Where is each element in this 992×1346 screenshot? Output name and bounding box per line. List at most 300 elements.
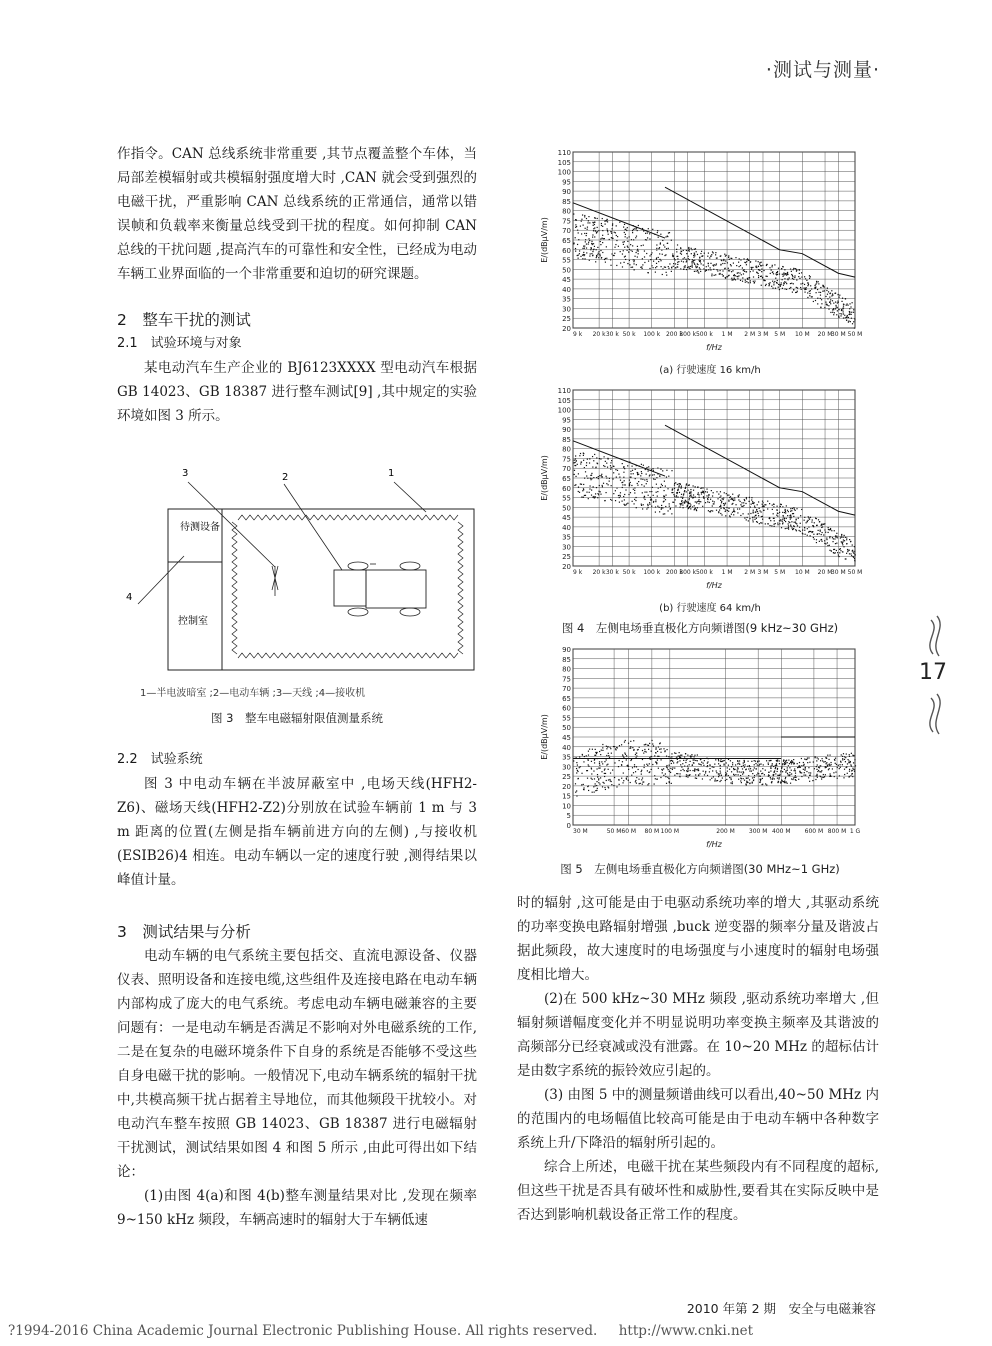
trace-point bbox=[678, 755, 679, 756]
trace-point bbox=[584, 216, 585, 217]
trace-point bbox=[683, 507, 684, 508]
trace-point bbox=[613, 746, 614, 747]
trace-point bbox=[803, 762, 804, 763]
trace-point bbox=[842, 756, 843, 757]
trace-point bbox=[731, 278, 732, 279]
trace-point bbox=[645, 239, 646, 240]
trace-point bbox=[716, 491, 717, 492]
trace-point bbox=[658, 756, 659, 757]
trace-point bbox=[598, 779, 599, 780]
trace-point bbox=[691, 754, 692, 755]
trace-point bbox=[682, 258, 683, 259]
y-tick-label: 110 bbox=[557, 387, 571, 395]
trace-point bbox=[763, 280, 764, 281]
trace-point bbox=[753, 276, 754, 277]
trace-point bbox=[666, 272, 667, 273]
trace-point bbox=[758, 515, 759, 516]
trace-point bbox=[642, 492, 643, 493]
y-tick-label: 50 bbox=[562, 504, 571, 513]
trace-point bbox=[671, 753, 672, 754]
trace-point bbox=[815, 779, 816, 780]
trace-point bbox=[596, 249, 597, 250]
callout-1: 1 bbox=[388, 468, 395, 479]
trace-point bbox=[680, 770, 681, 771]
trace-point bbox=[607, 231, 608, 232]
y-axis-label: E/(dBμV/m) bbox=[540, 217, 549, 263]
trace-point bbox=[722, 777, 723, 778]
trace-point bbox=[674, 767, 675, 768]
trace-point bbox=[703, 268, 704, 269]
trace-point bbox=[594, 755, 595, 756]
trace-point bbox=[655, 267, 656, 268]
trace-point bbox=[843, 307, 844, 308]
trace-point bbox=[611, 500, 612, 501]
trace-point bbox=[785, 778, 786, 779]
trace-point bbox=[605, 492, 606, 493]
trace-point bbox=[722, 263, 723, 264]
trace-point bbox=[854, 560, 855, 561]
figure3-legend: 1—半电波暗室 ;2—电动车辆 ;3—天线 ;4—接收机 bbox=[140, 688, 366, 699]
trace-point bbox=[681, 487, 682, 488]
trace-point bbox=[699, 497, 700, 498]
trace-point bbox=[674, 752, 675, 753]
trace-point bbox=[672, 760, 673, 761]
trace-point bbox=[761, 773, 762, 774]
trace-point bbox=[716, 770, 717, 771]
x-tick-label: 50 M bbox=[847, 331, 863, 338]
trace-point bbox=[817, 771, 818, 772]
trace-point bbox=[697, 486, 698, 487]
trace-point bbox=[738, 262, 739, 263]
trace-point bbox=[812, 532, 813, 533]
trace-point bbox=[730, 778, 731, 779]
trace-point bbox=[804, 530, 805, 531]
trace-point bbox=[689, 493, 690, 494]
trace-point bbox=[752, 777, 753, 778]
trace-point bbox=[575, 792, 576, 793]
trace-point bbox=[653, 470, 654, 471]
trace-point bbox=[588, 790, 589, 791]
trace-point bbox=[588, 764, 589, 765]
y-tick-label: 55 bbox=[562, 256, 571, 265]
trace-point bbox=[575, 227, 576, 228]
trace-point bbox=[777, 768, 778, 769]
trace-point bbox=[587, 222, 588, 223]
left-column bbox=[117, 142, 477, 428]
trace-point bbox=[581, 462, 582, 463]
right-paragraph-continued: 时的辐射 ,这可能是由于电驱动系统功率的增大 ,其驱动系统的功率变换电路辐射增强 ,buck 逆变器的频率分量及谐波占据此频段，故大速度时的电场强度与小速度时的辐射电场强度相比增大。 bbox=[517, 895, 879, 983]
trace-point bbox=[649, 491, 650, 492]
trace-point bbox=[833, 538, 834, 539]
y-tick-label: 50 bbox=[562, 724, 571, 733]
trace-point bbox=[754, 760, 755, 761]
y-tick-label: 20 bbox=[562, 782, 571, 791]
trace-point bbox=[825, 761, 826, 762]
trace-point bbox=[731, 498, 732, 499]
trace-point bbox=[652, 267, 653, 268]
trace-point bbox=[663, 768, 664, 769]
trace-point bbox=[598, 253, 599, 254]
trace-point bbox=[774, 526, 775, 527]
trace-point bbox=[660, 759, 661, 760]
trace-point bbox=[733, 774, 734, 775]
trace-point bbox=[656, 763, 657, 764]
trace-point bbox=[830, 775, 831, 776]
trace-point bbox=[847, 305, 848, 306]
trace-point bbox=[659, 475, 660, 476]
trace-point bbox=[586, 465, 587, 466]
trace-point bbox=[721, 501, 722, 502]
trace-point bbox=[773, 282, 774, 283]
trace-point bbox=[771, 765, 772, 766]
trace-point bbox=[847, 759, 848, 760]
trace-point bbox=[829, 768, 830, 769]
trace-point bbox=[792, 508, 793, 509]
trace-point bbox=[776, 509, 777, 510]
trace-point bbox=[776, 760, 777, 761]
trace-point bbox=[703, 264, 704, 265]
trace-point bbox=[723, 503, 724, 504]
trace-point bbox=[777, 516, 778, 517]
y-tick-label: 110 bbox=[557, 149, 571, 157]
trace-point bbox=[831, 764, 832, 765]
trace-point bbox=[647, 770, 648, 771]
trace-point bbox=[602, 238, 603, 239]
trace-point bbox=[645, 744, 646, 745]
trace-point bbox=[755, 260, 756, 261]
trace-point bbox=[733, 514, 734, 515]
trace-point bbox=[832, 293, 833, 294]
trace-point bbox=[656, 492, 657, 493]
trace-point bbox=[653, 745, 654, 746]
trace-point bbox=[660, 234, 661, 235]
trace-point bbox=[675, 482, 676, 483]
trace-point bbox=[804, 527, 805, 528]
trace-point bbox=[695, 774, 696, 775]
trace-point bbox=[624, 247, 625, 248]
trace-point bbox=[776, 765, 777, 766]
trace-point bbox=[646, 483, 647, 484]
trace-point bbox=[693, 762, 694, 763]
trace-point bbox=[697, 494, 698, 495]
trace-point bbox=[584, 467, 585, 468]
x-tick-label: 30 k bbox=[605, 331, 619, 338]
trace-point bbox=[734, 279, 735, 280]
trace-point bbox=[595, 752, 596, 753]
trace-point bbox=[600, 244, 601, 245]
trace-point bbox=[808, 757, 809, 758]
trace-point bbox=[585, 495, 586, 496]
trace-point bbox=[820, 294, 821, 295]
trace-point bbox=[608, 755, 609, 756]
trace-point bbox=[610, 265, 611, 266]
trace-point bbox=[788, 511, 789, 512]
trace-point bbox=[634, 260, 635, 261]
figure4a-subcaption: (a) 行驶速度 16 km/h bbox=[659, 365, 761, 376]
trace-point bbox=[647, 505, 648, 506]
trace-point bbox=[784, 278, 785, 279]
x-axis-label: f/Hz bbox=[706, 840, 722, 849]
trace-point bbox=[848, 320, 849, 321]
trace-point bbox=[641, 471, 642, 472]
trace-point bbox=[604, 221, 605, 222]
trace-point bbox=[680, 503, 681, 504]
trace-point bbox=[685, 488, 686, 489]
trace-point bbox=[656, 477, 657, 478]
trace-point bbox=[765, 280, 766, 281]
trace-point bbox=[679, 755, 680, 756]
y-tick-label: 20 bbox=[562, 325, 571, 333]
trace-point bbox=[688, 768, 689, 769]
trace-point bbox=[724, 492, 725, 493]
trace-point bbox=[633, 772, 634, 773]
trace-point bbox=[713, 265, 714, 266]
trace-point bbox=[598, 478, 599, 479]
trace-point bbox=[779, 763, 780, 764]
trace-point bbox=[651, 252, 652, 253]
left-column-lower bbox=[117, 748, 477, 1232]
trace-point bbox=[849, 762, 850, 763]
trace-point bbox=[700, 269, 701, 270]
trace-point bbox=[622, 266, 623, 267]
trace-point bbox=[580, 453, 581, 454]
trace-point bbox=[783, 274, 784, 275]
trace-point bbox=[824, 290, 825, 291]
trace-point bbox=[823, 285, 824, 286]
trace-point bbox=[588, 751, 589, 752]
trace-point bbox=[694, 260, 695, 261]
trace-point bbox=[794, 526, 795, 527]
trace-point bbox=[611, 467, 612, 468]
trace-point bbox=[811, 288, 812, 289]
trace-point bbox=[672, 502, 673, 503]
trace-point bbox=[741, 766, 742, 767]
trace-point bbox=[770, 777, 771, 778]
trace-point bbox=[752, 782, 753, 783]
trace-point bbox=[791, 283, 792, 284]
trace-point bbox=[694, 756, 695, 757]
trace-point bbox=[708, 758, 709, 759]
trace-point bbox=[836, 550, 837, 551]
trace-point bbox=[815, 756, 816, 757]
trace-point bbox=[746, 781, 747, 782]
trace-point bbox=[573, 213, 574, 214]
trace-point bbox=[701, 764, 702, 765]
trace-point bbox=[749, 497, 750, 498]
trace-point bbox=[593, 486, 594, 487]
trace-point bbox=[634, 499, 635, 500]
trace-point bbox=[574, 462, 575, 463]
trace-point bbox=[655, 499, 656, 500]
trace-point bbox=[847, 551, 848, 552]
trace-point bbox=[641, 473, 642, 474]
trace-point bbox=[741, 506, 742, 507]
trace-point bbox=[782, 763, 783, 764]
trace-point bbox=[643, 767, 644, 768]
trace-point bbox=[589, 488, 590, 489]
trace-point bbox=[731, 279, 732, 280]
trace-point bbox=[692, 263, 693, 264]
trace-point bbox=[689, 250, 690, 251]
trace-point bbox=[708, 252, 709, 253]
trace-point bbox=[729, 270, 730, 271]
right-paragraph-2: (2)在 500 kHz~30 MHz 频段 ,驱动系统功率增大 ,但辐射频谱幅度变化并不明显说明功率变换主频率及其谐波的高频部分已经衰减或没有泄露。在 10~20 MHz 的超标估计是由数字系统的振铃效应引起的。 bbox=[517, 991, 879, 1079]
trace-point bbox=[579, 250, 580, 251]
trace-point bbox=[737, 763, 738, 764]
trace-point bbox=[738, 779, 739, 780]
trace-point bbox=[819, 766, 820, 767]
trace-point bbox=[635, 497, 636, 498]
trace-point bbox=[818, 530, 819, 531]
trace-point bbox=[738, 774, 739, 775]
trace-point bbox=[845, 537, 846, 538]
trace-point bbox=[580, 463, 581, 464]
trace-point bbox=[753, 512, 754, 513]
trace-point bbox=[712, 251, 713, 252]
trace-point bbox=[849, 308, 850, 309]
trace-point bbox=[773, 273, 774, 274]
trace-point bbox=[686, 269, 687, 270]
trace-point bbox=[589, 260, 590, 261]
trace-point bbox=[833, 772, 834, 773]
trace-point bbox=[787, 767, 788, 768]
trace-point bbox=[717, 780, 718, 781]
trace-point bbox=[757, 522, 758, 523]
trace-point bbox=[592, 222, 593, 223]
trace-point bbox=[768, 772, 769, 773]
trace-point bbox=[778, 781, 779, 782]
trace-point bbox=[602, 750, 603, 751]
trace-point bbox=[724, 505, 725, 506]
trace-point bbox=[792, 276, 793, 277]
trace-point bbox=[662, 507, 663, 508]
trace-point bbox=[789, 288, 790, 289]
trace-point bbox=[840, 550, 841, 551]
trace-point bbox=[680, 253, 681, 254]
trace-point bbox=[646, 764, 647, 765]
trace-point bbox=[689, 507, 690, 508]
trace-point bbox=[583, 789, 584, 790]
trace-point bbox=[599, 751, 600, 752]
trace-point bbox=[644, 499, 645, 500]
trace-point bbox=[778, 287, 779, 288]
trace-point bbox=[799, 527, 800, 528]
trace-point bbox=[711, 254, 712, 255]
trace-point bbox=[751, 504, 752, 505]
trace-point bbox=[758, 269, 759, 270]
trace-point bbox=[778, 778, 779, 779]
trace-point bbox=[679, 503, 680, 504]
trace-point bbox=[786, 518, 787, 519]
trace-point bbox=[795, 777, 796, 778]
trace-point bbox=[767, 523, 768, 524]
trace-point bbox=[731, 514, 732, 515]
trace-point bbox=[791, 521, 792, 522]
trace-point bbox=[597, 758, 598, 759]
trace-point bbox=[830, 773, 831, 774]
trace-point bbox=[739, 266, 740, 267]
trace-point bbox=[742, 768, 743, 769]
trace-point bbox=[690, 491, 691, 492]
trace-point bbox=[699, 260, 700, 261]
trace-point bbox=[688, 770, 689, 771]
trace-point bbox=[751, 269, 752, 270]
trace-point bbox=[769, 760, 770, 761]
trace-point bbox=[635, 780, 636, 781]
trace-point bbox=[728, 495, 729, 496]
trace-point bbox=[678, 483, 679, 484]
trace-point bbox=[733, 262, 734, 263]
trace-point bbox=[777, 760, 778, 761]
trace-point bbox=[829, 293, 830, 294]
trace-point bbox=[854, 551, 855, 552]
trace-point bbox=[746, 778, 747, 779]
trace-point bbox=[768, 764, 769, 765]
trace-point bbox=[816, 769, 817, 770]
trace-point bbox=[577, 778, 578, 779]
trace-point bbox=[582, 255, 583, 256]
trace-point bbox=[629, 236, 630, 237]
trace-point bbox=[800, 772, 801, 773]
trace-point bbox=[763, 510, 764, 511]
trace-point bbox=[638, 250, 639, 251]
trace-point bbox=[598, 494, 599, 495]
trace-point bbox=[669, 503, 670, 504]
trace-point bbox=[691, 249, 692, 250]
trace-point bbox=[678, 261, 679, 262]
trace-point bbox=[728, 275, 729, 276]
trace-point bbox=[839, 764, 840, 765]
trace-point bbox=[786, 283, 787, 284]
trace-point bbox=[777, 513, 778, 514]
trace-point bbox=[702, 492, 703, 493]
trace-point bbox=[750, 261, 751, 262]
trace-point bbox=[701, 251, 702, 252]
trace-point bbox=[595, 467, 596, 468]
trace-point bbox=[679, 485, 680, 486]
trace-point bbox=[637, 249, 638, 250]
trace-point bbox=[825, 543, 826, 544]
trace-point bbox=[775, 773, 776, 774]
trace-point bbox=[593, 249, 594, 250]
trace-point bbox=[661, 266, 662, 267]
trace-point bbox=[748, 282, 749, 283]
trace-point bbox=[655, 272, 656, 273]
trace-point bbox=[785, 282, 786, 283]
trace-point bbox=[596, 457, 597, 458]
x-tick-label: 800 M bbox=[827, 828, 847, 835]
trace-point bbox=[668, 248, 669, 249]
trace-point bbox=[684, 266, 685, 267]
trace-point bbox=[625, 740, 626, 741]
trace-point bbox=[771, 270, 772, 271]
trace-point bbox=[599, 763, 600, 764]
trace-point bbox=[671, 470, 672, 471]
trace-point bbox=[747, 782, 748, 783]
trace-point bbox=[799, 269, 800, 270]
trace-point bbox=[686, 253, 687, 254]
trace-point bbox=[844, 535, 845, 536]
trace-point bbox=[755, 512, 756, 513]
trace-point bbox=[846, 543, 847, 544]
trace-point bbox=[648, 783, 649, 784]
trace-point bbox=[664, 751, 665, 752]
y-tick-label: 30 bbox=[562, 305, 571, 314]
trace-point bbox=[626, 759, 627, 760]
trace-point bbox=[803, 774, 804, 775]
trace-point bbox=[673, 502, 674, 503]
trace-point bbox=[578, 239, 579, 240]
